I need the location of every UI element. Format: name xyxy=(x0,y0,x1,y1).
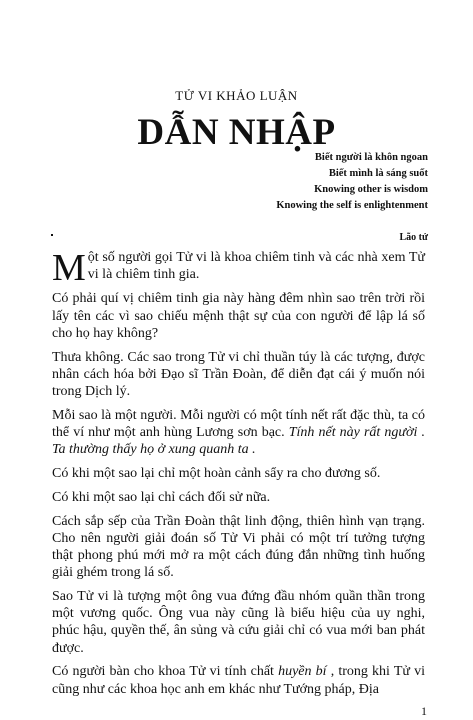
epigraph-line: Biết người là khôn ngoan xyxy=(314,152,428,163)
paragraph-text: ột số người gọi Tử vi là khoa chiêm tinh và các nhà xem Tử vi là chiêm tinh gia. xyxy=(87,250,425,283)
paragraph-text: , trong khi Tử vi cũng như các khoa học anh em khác như Tướng pháp, Địa xyxy=(52,664,426,697)
paragraph-text: Có người bàn cho khoa Tử vi tính chất xyxy=(52,664,279,680)
page-title: DẪN NHẬP xyxy=(137,112,336,153)
paragraph xyxy=(52,663,425,697)
italic-text: Tính nết này rất người . Ta thường thấy họ ở xung quanh ta . xyxy=(52,425,425,458)
paragraph: Có khi một sao lại chỉ cách đối sử nữa. xyxy=(52,489,271,505)
paragraph: Có khi một sao lại chỉ một hoàn cảnh sẩy ra cho đương số. xyxy=(52,466,381,482)
paragraph: Cách sắp sếp của Trần Đoàn thật linh động, thiên hình vạn trạng. Cho nên người giải đoán số Tử Vi phải có một trí tưởng tượng thật phong phú mới mở ra một cách đúng đắn những tình huống giải ghém trong lá số. xyxy=(52,513,425,581)
paragraph: Có phải quí vị chiêm tinh gia này hàng đêm nhìn sao trên trời rồi lấy tên các vì sao chiếu mệnh thật sự của con người để lập lá số cho họ hay không? xyxy=(52,291,425,341)
paragraph xyxy=(52,247,425,289)
epigraph-source: Lão tử xyxy=(399,232,428,243)
epigraph-line: Knowing other is wisdom xyxy=(314,184,428,195)
section-kicker: TỬ VI KHẢO LUẬN xyxy=(175,88,298,103)
body-text xyxy=(52,249,425,704)
italic-text: huyền bí xyxy=(278,664,327,680)
paragraph-text: Mỗi sao là một người. Mỗi người có một tính nết rất đặc thù, ta có thể ví như một anh hùng Lương sơn bạc. xyxy=(52,407,425,441)
paragraph: Thưa không. Các sao trong Tử vi chỉ thuần túy là các tượng, được nhân cách hóa bởi Đạo sĩ Trần Đoàn, để diễn đạt cái ý muốn nói trong Dịch lý. xyxy=(52,349,425,400)
epigraph-line: Knowing the self is enlightenment xyxy=(276,200,428,211)
stray-dot xyxy=(51,234,53,236)
drop-cap: M xyxy=(52,247,86,289)
paragraph: Sao Tử vi là tượng một ông vua đứng đầu nhóm quần thần trong một vương quốc. Ông vua này cũng là biểu hiệu của uy nghi, phúc hậu, quyền thế, ân sủng và cứu giải chỉ có vua mới ban phát được. xyxy=(52,589,425,656)
epigraph xyxy=(276,150,428,214)
page-number: 1 xyxy=(421,704,427,718)
epigraph-line: Biết mình là sáng suốt xyxy=(328,168,428,179)
paragraph xyxy=(52,407,425,459)
